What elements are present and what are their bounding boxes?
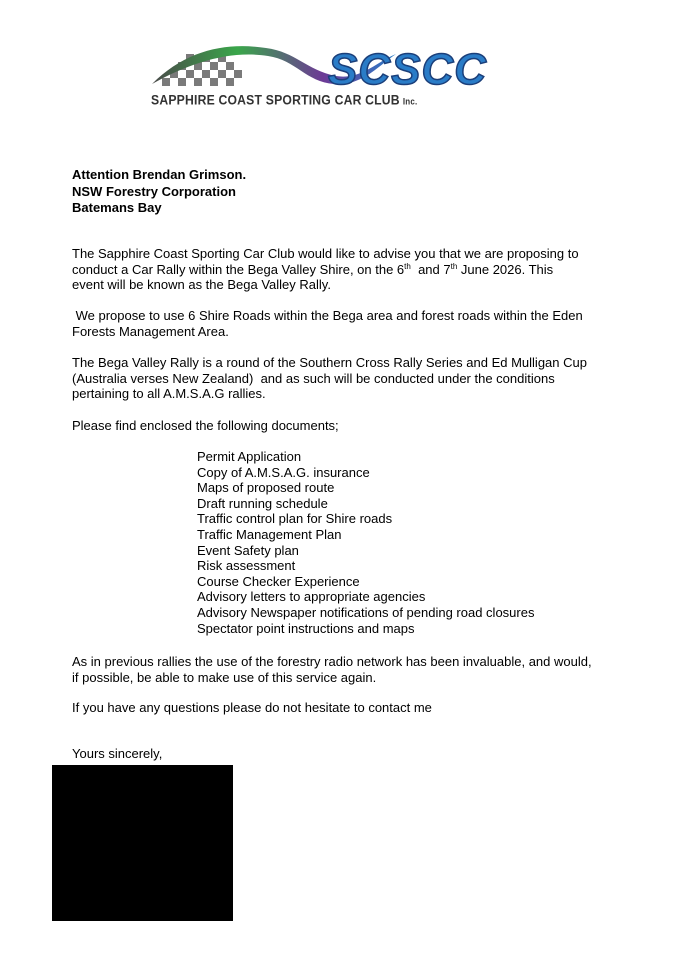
dates-text-c: June 2026. This (457, 261, 554, 277)
logo-inc-suffix: Inc. (402, 96, 418, 107)
paragraph-roads (72, 308, 632, 339)
list-item: Traffic control plan for Shire roads (197, 511, 393, 527)
superscript-th: th (404, 261, 411, 271)
logo-tagline (151, 92, 417, 108)
dates-text-a: conduct a Car Rally within the Bega Valley Shire, on the 6 (72, 261, 405, 277)
dates-text-b: and 7 (410, 261, 451, 277)
list-item: Course Checker Experience (197, 573, 360, 589)
logo-acronym: SCSCC (328, 45, 488, 94)
paragraph-line: If you have any questions please do not hesitate to contact me (72, 700, 432, 715)
list-item: Advisory Newspaper notifications of pending road closures (197, 604, 535, 620)
paragraph-line: pertaining to all A.M.S.A.G rallies. (72, 386, 266, 401)
superscript-th: th (450, 261, 458, 271)
paragraph-line: The Bega Valley Rally is a round of the Southern Cross Rally Series and Ed Mulligan Cup (72, 355, 587, 370)
list-item: Permit Application (197, 449, 302, 464)
list-item: Spectator point instructions and maps (197, 620, 415, 636)
address-line-location: Batemans Bay (72, 200, 162, 215)
list-item: Event Safety plan (197, 542, 299, 558)
recipient-address (72, 167, 246, 217)
address-line-organization: NSW Forestry Corporation (72, 183, 236, 199)
paragraph-line: As in previous rallies the use of the forestry radio network has been invaluable, and would, (72, 654, 592, 669)
redacted-signature-block (52, 765, 233, 921)
paragraph-line: event will be known as the Bega Valley Rally. (72, 277, 331, 292)
paragraph-line: Forests Management Area. (72, 323, 229, 339)
list-item: Traffic Management Plan (197, 526, 342, 542)
logo-tagline-text: SAPPHIRE COAST SPORTING CAR CLUB (151, 92, 400, 109)
paragraph-line-dates (72, 262, 632, 278)
enclosed-documents-list (197, 449, 534, 636)
paragraph-contact (72, 700, 632, 716)
address-line-attention: Attention Brendan Grimson. (72, 167, 247, 182)
paragraph-series (72, 355, 632, 402)
paragraph-enclosed (72, 418, 632, 434)
paragraph-intro (72, 246, 632, 293)
paragraph-line: The Sapphire Coast Sporting Car Club would like to advise you that we are proposing to (72, 246, 579, 261)
list-item: Risk assessment (197, 558, 296, 574)
paragraph-line: We propose to use 6 Shire Roads within the Bega area and forest roads within the Eden (72, 308, 583, 323)
list-item: Copy of A.M.S.A.G. insurance (197, 464, 370, 480)
list-item: Advisory letters to appropriate agencies (197, 589, 426, 605)
paragraph-line: if possible, be able to make use of this service again. (72, 669, 377, 685)
closing-line: Yours sincerely, (72, 746, 163, 761)
paragraph-radio-network (72, 654, 632, 685)
paragraph-line: (Australia verses New Zealand) and as such will be conducted under the conditions (72, 370, 555, 386)
list-item: Draft running schedule (197, 495, 328, 511)
closing (72, 746, 632, 762)
list-item: Maps of proposed route (197, 480, 335, 496)
paragraph-line: Please find enclosed the following documents; (72, 418, 339, 433)
